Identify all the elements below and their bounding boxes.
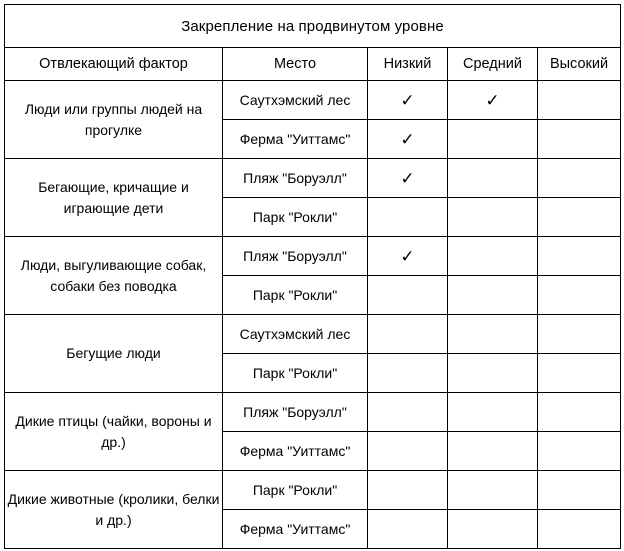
distraction-factor-cell: Люди, выгуливающие собак, собаки без поводка (5, 237, 223, 315)
medium-level-checkbox-cell[interactable] (448, 276, 538, 315)
low-level-checkbox-cell[interactable] (368, 432, 448, 471)
low-level-checkbox-cell[interactable] (368, 198, 448, 237)
training-distraction-matrix-table (4, 4, 621, 549)
table-title-row (5, 5, 621, 48)
place-cell: Пляж "Боруэлл" (223, 393, 368, 432)
low-level-checkbox-cell[interactable] (368, 510, 448, 549)
column-header-place: Место (223, 48, 368, 81)
high-level-checkbox-cell[interactable] (538, 276, 621, 315)
table-row (5, 237, 621, 276)
medium-level-checkbox-cell[interactable] (448, 354, 538, 393)
table-header-row (5, 48, 621, 81)
low-level-checkbox-cell[interactable] (368, 315, 448, 354)
medium-level-checkbox-cell[interactable] (448, 510, 538, 549)
low-level-checkbox-cell[interactable] (368, 393, 448, 432)
table-row (5, 315, 621, 354)
place-cell: Парк "Рокли" (223, 471, 368, 510)
place-cell: Саутхэмский лес (223, 315, 368, 354)
checkmark-icon: ✓ (400, 90, 415, 111)
column-header-medium: Средний (448, 48, 538, 81)
low-level-checkbox-cell[interactable] (368, 354, 448, 393)
high-level-checkbox-cell[interactable] (538, 432, 621, 471)
table-row (5, 393, 621, 432)
high-level-checkbox-cell[interactable] (538, 120, 621, 159)
low-level-checkbox-cell[interactable] (368, 120, 448, 159)
column-header-high: Высокий (538, 48, 621, 81)
distraction-factor-cell: Люди или группы людей на прогулке (5, 81, 223, 159)
medium-level-checkbox-cell[interactable] (448, 393, 538, 432)
checkmark-icon: ✓ (400, 168, 415, 189)
medium-level-checkbox-cell[interactable] (448, 471, 538, 510)
low-level-checkbox-cell[interactable] (368, 471, 448, 510)
high-level-checkbox-cell[interactable] (538, 510, 621, 549)
high-level-checkbox-cell[interactable] (538, 237, 621, 276)
table-row (5, 81, 621, 120)
high-level-checkbox-cell[interactable] (538, 354, 621, 393)
distraction-factor-cell: Дикие животные (кролики, белки и др.) (5, 471, 223, 549)
medium-level-checkbox-cell[interactable] (448, 432, 538, 471)
high-level-checkbox-cell[interactable] (538, 315, 621, 354)
table-row (5, 471, 621, 510)
checkmark-icon: ✓ (400, 129, 415, 150)
medium-level-checkbox-cell[interactable] (448, 198, 538, 237)
place-cell: Ферма "Уиттамс" (223, 510, 368, 549)
column-header-low: Низкий (368, 48, 448, 81)
medium-level-checkbox-cell[interactable] (448, 237, 538, 276)
medium-level-checkbox-cell[interactable] (448, 159, 538, 198)
place-cell: Ферма "Уиттамс" (223, 432, 368, 471)
place-cell: Пляж "Боруэлл" (223, 159, 368, 198)
high-level-checkbox-cell[interactable] (538, 393, 621, 432)
medium-level-checkbox-cell[interactable] (448, 120, 538, 159)
medium-level-checkbox-cell[interactable] (448, 315, 538, 354)
checkmark-icon: ✓ (400, 246, 415, 267)
distraction-factor-cell: Бегущие люди (5, 315, 223, 393)
place-cell: Парк "Рокли" (223, 276, 368, 315)
high-level-checkbox-cell[interactable] (538, 81, 621, 120)
table-head (5, 5, 621, 81)
table-body (5, 81, 621, 549)
place-cell: Пляж "Боруэлл" (223, 237, 368, 276)
low-level-checkbox-cell[interactable] (368, 81, 448, 120)
table-title: Закрепление на продвинутом уровне (5, 5, 621, 48)
place-cell: Ферма "Уиттамс" (223, 120, 368, 159)
place-cell: Парк "Рокли" (223, 354, 368, 393)
place-cell: Парк "Рокли" (223, 198, 368, 237)
distraction-factor-cell: Бегающие, кричащие и играющие дети (5, 159, 223, 237)
column-header-factor: Отвлекающий фактор (5, 48, 223, 81)
checkmark-icon: ✓ (485, 90, 500, 111)
place-cell: Саутхэмский лес (223, 81, 368, 120)
table-row (5, 159, 621, 198)
low-level-checkbox-cell[interactable] (368, 276, 448, 315)
high-level-checkbox-cell[interactable] (538, 471, 621, 510)
high-level-checkbox-cell[interactable] (538, 198, 621, 237)
low-level-checkbox-cell[interactable] (368, 159, 448, 198)
low-level-checkbox-cell[interactable] (368, 237, 448, 276)
medium-level-checkbox-cell[interactable] (448, 81, 538, 120)
distraction-factor-cell: Дикие птицы (чайки, вороны и др.) (5, 393, 223, 471)
high-level-checkbox-cell[interactable] (538, 159, 621, 198)
